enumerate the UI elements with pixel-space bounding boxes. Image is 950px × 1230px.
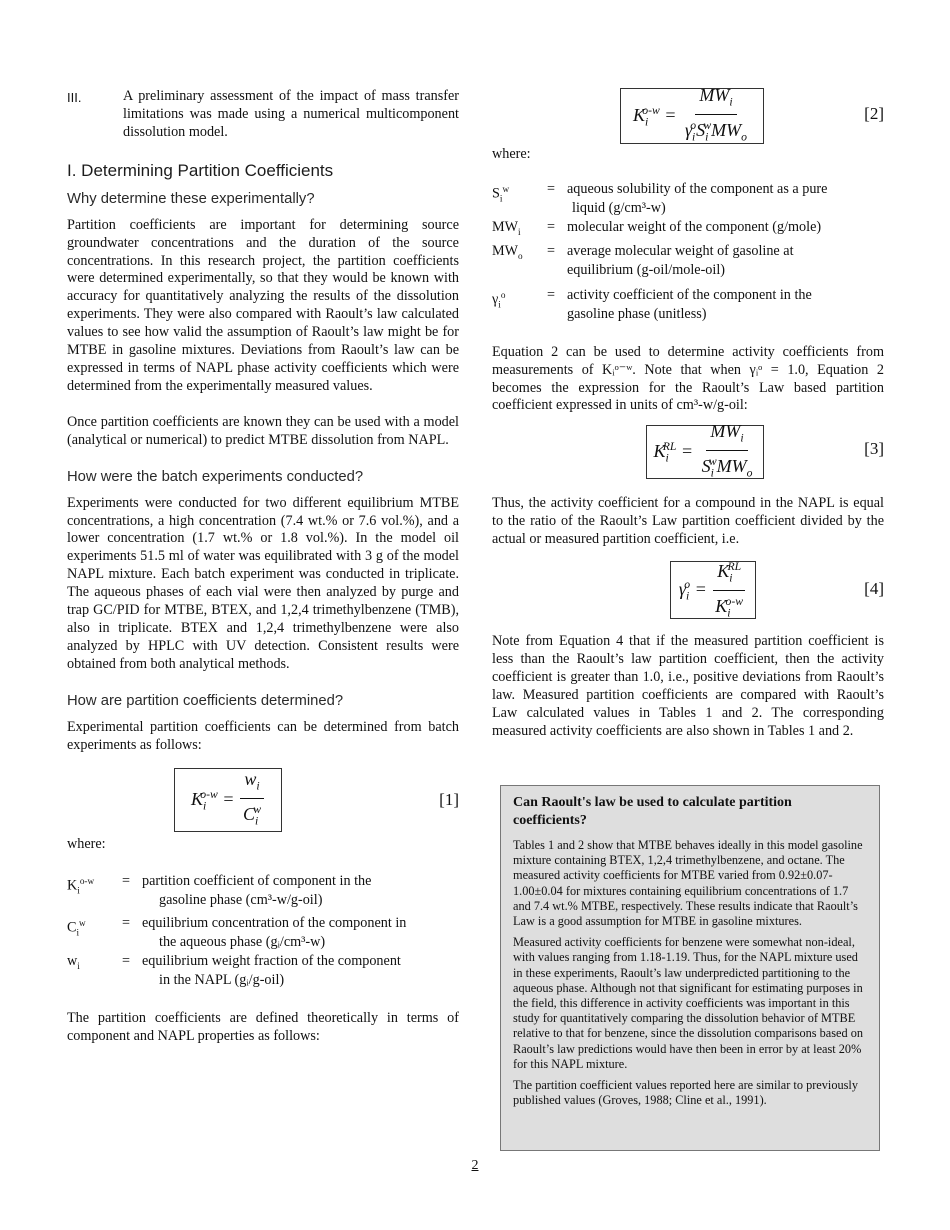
sidebar-paragraph-1: Tables 1 and 2 show that MTBE behaves ideally in this model gasoline mixture containing BTEX, 1,2,4 trimethylbenzene, and octane. The measured activity coefficients for MTBE varied from 0.92±0.07-1.00±0.04 for mixtures containing equilibrium concentrations of 1.7 and 7.4 wt.% MTBE, respectively. These results indicate that Raoult’s Law is a good assumption for MTBE in gasoline mixtures. — [513, 838, 863, 929]
paragraph-eq3: Thus, the activity coefficient for a compound in the NAPL is equal to the ratio of the Raoult’s Law partition coefficient divided by the actual or measured partition coefficient, i.e. — [492, 495, 884, 548]
subheading-why: Why determine these experimentally? — [67, 190, 315, 207]
equation-1-number: [1] — [439, 790, 459, 810]
equation-1-row — [67, 764, 459, 836]
definitions-eq2 — [492, 180, 884, 324]
subheading-batch: How were the batch experiments conducted? — [67, 468, 364, 485]
definition-item: $C_i^w$ = equilibrium concentration of the component in the aqueous phase (gᵢ/cm³-w) — [67, 915, 407, 951]
equation-4: $\gamma_i^o$ = $\frac{K_i^{RL}}{K_i^{o-w}}$ — [670, 561, 756, 619]
equation-1: $K_i^{o-w}$ = $\frac{w_i}{C_i^w}$ — [174, 768, 282, 832]
section-title: I. Determining Partition Coefficients — [67, 160, 334, 180]
right-column — [492, 84, 884, 741]
list-item-3 — [67, 88, 459, 142]
paragraph-batch: Experiments were conducted for two different equilibrium MTBE concentrations, a high concentration (7.4 wt.% or 7.6 vol.%), and a lower concentration (1.7 wt.% or 1.8 vol.%). In the model oil experiments 51.5 ml of water was equilibrated with 3 g of the model NAPL mixture. Each batch experiment was conducted in triplicate. The aqueous phases of each vial were then analyzed by purge and trap GC/PID for MTBE, BTEX, and 1,2,4 trimethylbenzene (TMB), also in triplicate. BTEX and 1,2,4 trimethylbenzene were also analyzed by HPLC with UV detection. Consistent results were obtained from both analytical methods. — [67, 494, 459, 672]
list-number: III. — [67, 90, 82, 105]
equation-2-row — [492, 84, 884, 146]
left-column — [67, 88, 459, 1046]
definition-item: $S_i^w$ = aqueous solubility of the component as a pure liquid (g/cm³-w) — [492, 180, 828, 216]
definitions-eq1 — [67, 872, 459, 990]
paragraph-eq4: Note from Equation 4 that if the measured partition coefficient is less than the Raoult’s law partition coefficient, then the activity coefficient is greater than 1.0, i.e., positive deviations from Raoult’s law. Measured partition coefficients are compared with Raoult’s Law calculated values in Tables 1 and 2. The corresponding measured activity coefficients are also shown in Tables 1 and 2. — [492, 633, 884, 739]
paragraph-theoretical: The partition coefficients are defined theoretically in terms of component and NAPL properties as follows: — [67, 1010, 459, 1045]
definition-item: $\gamma_i^o$ = activity coefficient of the component in the gasoline phase (unitless) — [492, 286, 812, 322]
definition-item: $MW_o$ = average molecular weight of gasoline at equilibrium (g-oil/mole-oil) — [492, 242, 794, 278]
paragraph-once: Once partition coefficients are known they can be used with a model (analytical or numerical) to predict MTBE dissolution from NAPL. — [67, 413, 459, 448]
equation-3-number: [3] — [864, 439, 884, 459]
sidebar-box — [500, 785, 880, 1151]
equation-3: $K_i^{RL}$ = $\frac{MW_i}{S_i^wMW_o}$ — [646, 425, 764, 479]
where-label-1: where: — [67, 836, 106, 853]
definition-item: $MW_i$ = molecular weight of the component (g/mole) — [492, 218, 822, 237]
sidebar-paragraph-3: The partition coefficient values reported here are similar to previously published values (Groves, 1988; Cline et al., 1991). — [513, 1078, 858, 1108]
paragraph-eq2: Equation 2 can be used to determine activity coefficients from measurements of Kᵢᵒ⁻ʷ. Note that when γᵢᵒ = 1.0, Equation 2 becomes the expression for the Raoult’s Law based partition coefficient expressed in units of cm³-w/g-oil: — [492, 343, 884, 414]
equation-2-number: [2] — [864, 104, 884, 123]
list-item-text: A preliminary assessment of the impact of mass transfer limitations was made using a numerical multicomponent dissolution model. — [123, 88, 459, 140]
paragraph-why: Partition coefficients are important for determining source groundwater concentrations and the duration of the source concentrations. In this research project, the partition coefficients were determined experimentally, so that they would be known with accuracy for quantitatively analyzing the results of the dissolution experiments. They were also compared with Raoult’s law calculated values to see how valid the assumption of Raoult’s law might be for MTBE in gasoline mixtures. Deviations from Raoult’s law can be expressed in terms of NAPL phase activity coefficients which were determined from the experimentally measured values. — [67, 216, 459, 394]
equation-2: $K_i^{o-w}$ = $\frac{MW_i}{\gamma_i^oS_i^wMW_o}$ — [620, 88, 764, 144]
paragraph-determine: Experimental partition coefficients can be determined from batch experiments as follows: — [67, 718, 459, 753]
equation-4-number: [4] — [864, 579, 884, 599]
subheading-determine: How are partition coefficients determined? — [67, 692, 344, 709]
definition-item: $K_i^{o-w}$ = partition coefficient of component in the gasoline phase (cm³-w/g-oil) — [67, 873, 372, 909]
page-number: 2 — [471, 1158, 479, 1173]
equation-3-row — [492, 421, 884, 487]
definition-item: $w_i$ = equilibrium weight fraction of the component in the NAPL (gᵢ/g-oil) — [67, 953, 401, 989]
sidebar-title: Can Raoult's law be used to calculate partition coefficients? — [513, 795, 792, 828]
sidebar-paragraph-2: Measured activity coefficients for benzene were somewhat non-ideal, with values ranging from 1.18-1.19. Thus, for the NAPL mixture used in these experiments, Raoult’s law underpredicted partitioning to the aqueous phase. Although not that significant for estimating purposes in the field, this difference in activity coefficients was important in this study for quantitatively comparing the dissolution behavior of MTBE relative to that for benzene, since the dissolution comparisons based on Raoult’s law predictions would have then been in error by at least 20% for this NAPL mixture. — [513, 935, 864, 1071]
where-label-2: where: — [492, 146, 531, 162]
equation-4-row — [492, 561, 884, 631]
